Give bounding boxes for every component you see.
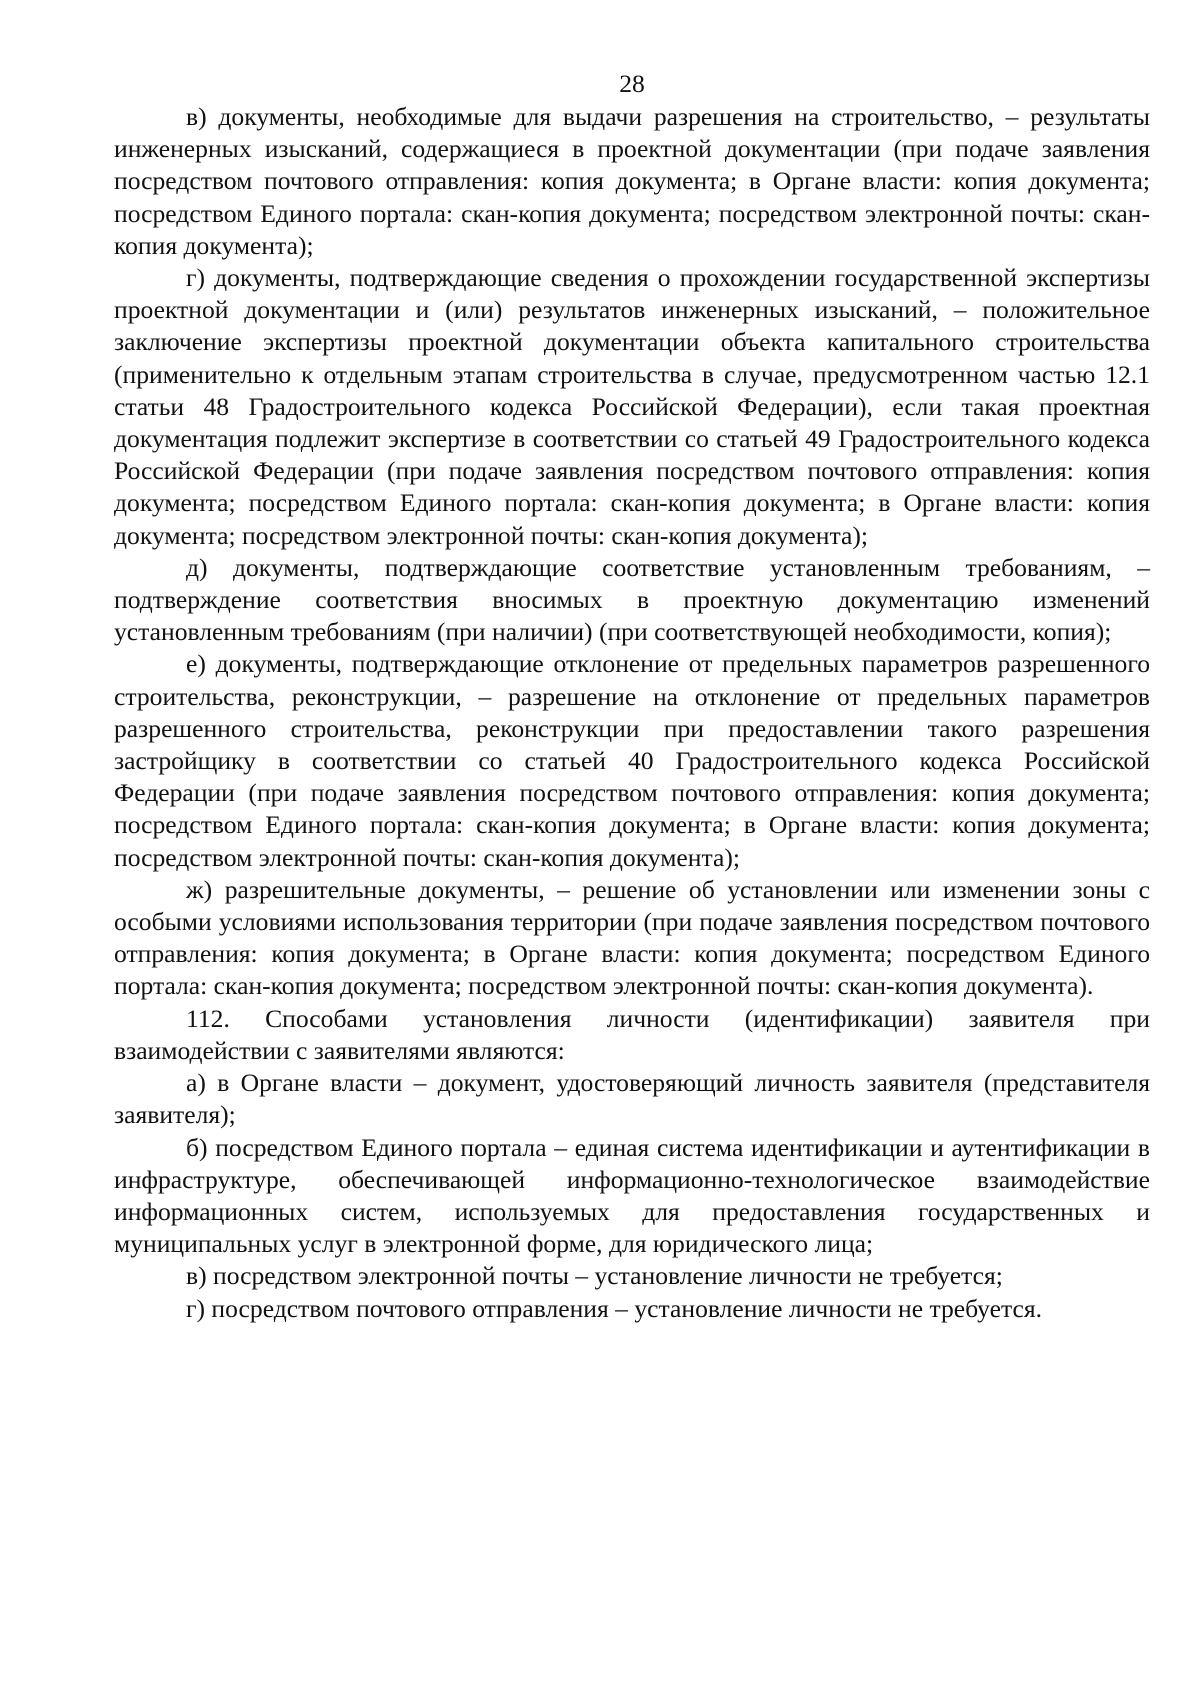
paragraph-d-compliance-docs: д) документы, подтверждающие соответствие установленным требованиям, – подтверждение соответствия вносимых в проектную документацию изменений установленным требованиям (при наличии) (при соответствующей необходимости, копия); (114, 552, 1150, 647)
paragraph-v-construction-permit-docs: в) документы, необходимые для выдачи разрешения на строительство, – результаты инженерных изысканий, содержащиеся в проектной документации (при подаче заявления посредством почтового отправления: копия документа; в Органе власти: копия документа; посредством Единого портала: скан-копия документа; посредством электронной почты: скан-копия документа); (114, 102, 1150, 260)
paragraph-zh-permissive-docs: ж) разрешительные документы, – решение об установлении или изменении зоны с особыми условиями использования территории (при подаче заявления посредством почтового отправления: копия документа; в Органе власти: копия документа; посредством Единого портала: скан-копия документа; посредством электронной почты: скан-копия документа). (114, 874, 1150, 1001)
page-number: 28 (619, 69, 645, 98)
paragraph-a-authority-office: а) в Органе власти – документ, удостоверяющий личность заявителя (представителя заявителя); (114, 1068, 1150, 1130)
paragraph-g-state-expertise-docs: г) документы, подтверждающие сведения о прохождении государственной экспертизы проектной документации и (или) результатов инженерных изысканий, – положительное заключение экспертизы проектной документации объекта капитального строительства (применительно к отдельным этапам строительства в случае, предусмотренном частью 12.1 статьи 48 Градостроительного кодекса Российской Федерации), если такая проектная документация подлежит экспертизе в соответствии со статьей 49 Градостроительного кодекса Российской Федерации (при подаче заявления посредством почтового отправления: копия документа; посредством Единого портала: скан-копия документа; в Органе власти: копия документа; посредством электронной почты: скан-копия документа); (114, 263, 1150, 550)
paragraph-b-unified-portal: б) посредством Единого портала – единая система идентификации и аутентификации в инфраструктуре, обеспечивающей информационно-технологическое взаимодействие информационных систем, используемых для предоставления государственных и муниципальных услуг в электронной форме, для юридического лица; (114, 1132, 1150, 1259)
paragraph-g-postal: г) посредством почтового отправления – установление личности не требуется. (186, 1293, 1043, 1323)
paragraph-v-email: в) посредством электронной почты – установление личности не требуется; (186, 1261, 1003, 1291)
paragraph-e-deviation-permit-docs: е) документы, подтверждающие отклонение от предельных параметров разрешенного строительства, реконструкции, – разрешение на отклонение от предельных параметров разрешенного строительства, реконструкции при предоставлении такого разрешения застройщику в соответствии со статьей 40 Градостроительного кодекса Российской Федерации (при подаче заявления посредством почтового отправления: копия документа; посредством Единого портала: скан-копия документа; в Органе власти: копия документа; посредством электронной почты: скан-копия документа); (114, 649, 1150, 872)
paragraph-112-identification-methods: 112. Способами установления личности (идентификации) заявителя при взаимодействии с заявителями являются: (114, 1003, 1150, 1065)
